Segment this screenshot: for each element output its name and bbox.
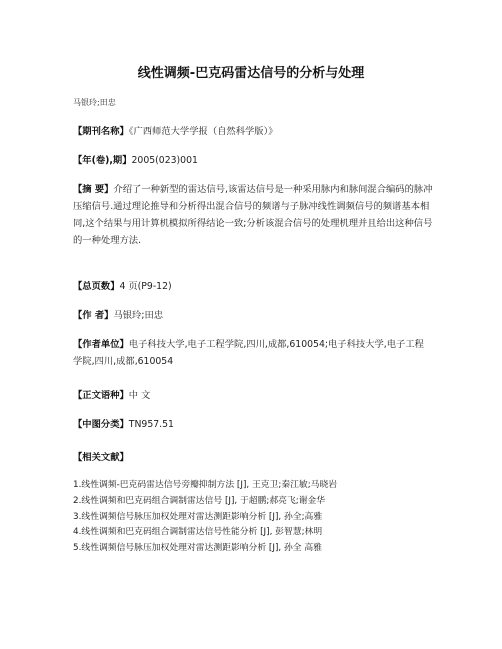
related-item: 4.线性调频和巴克码组合调制雷达信号性能分析 [J], 彭智慧;林明 <box>73 527 323 538</box>
journal-label: 【期刊名称】 <box>73 126 129 137</box>
year-issue-label: 【年(卷),期】 <box>73 155 132 166</box>
authors-line: 马银玲;田忠 <box>73 98 116 107</box>
related-list <box>73 478 433 557</box>
affiliation-field <box>73 336 433 370</box>
pages-value: 4 页(P9-12) <box>119 281 172 292</box>
year-issue-field <box>73 152 433 169</box>
related-heading: 【相关文献】 <box>73 452 129 463</box>
related-item: 3.线性调频信号脉压加权处理对雷达测距影响分析 [J], 孙全;高雅 <box>73 511 323 522</box>
author-field <box>73 307 433 324</box>
language-label: 【正文语种】 <box>73 390 129 401</box>
related-item: 5.线性调频信号脉压加权处理对雷达测距影响分析 [J], 孙全 高雅 <box>73 543 322 554</box>
language-value: 中 文 <box>128 390 151 401</box>
affiliation-value: 电子科技大学,电子工程学院,四川,成都,610054;电子科技大学,电子工程学院,四川,成都,610054 <box>73 339 424 367</box>
language-field <box>73 387 433 404</box>
related-item: 2.线性调频和巴克码组合调制雷达信号 [J], 于超鹏;郝亮飞;谢金华 <box>73 495 326 506</box>
journal-field <box>73 123 433 140</box>
journal-value: 《广西师范大学学报（自然科学版）》 <box>128 126 278 137</box>
author-value: 马银玲;田忠 <box>113 310 164 321</box>
affiliation-label: 【作者单位】 <box>73 339 129 350</box>
classification-label: 【中图分类】 <box>73 419 129 430</box>
pages-label: 【总页数】 <box>73 281 120 292</box>
author-label: 【作 者】 <box>73 310 114 321</box>
pages-field <box>73 278 433 295</box>
year-issue-value: 2005(023)001 <box>131 155 198 166</box>
abstract-label: 【摘 要】 <box>73 184 114 195</box>
related-item: 1.线性调频-巴克码雷达信号旁瓣抑制方法 [J], 王克卫;秦江敏;马晓岩 <box>73 480 338 490</box>
document-title: 线性调频-巴克码雷达信号的分析与处理 <box>137 66 365 81</box>
abstract-field <box>73 181 433 249</box>
abstract-text: 介绍了一种新型的雷达信号,该雷达信号是一种采用脉内和脉间混合编码的脉冲压缩信号.通过理论推导和分析得出混合信号的频谱与子脉冲线性调频信号的频谱基本相同,这个结果与用计算机模拟所得结论一致;分析该混合信号的处理机理并且给出这种信号的一种处理方法. <box>73 184 433 246</box>
classification-value: TN957.51 <box>128 419 174 430</box>
classification-field <box>73 416 433 433</box>
